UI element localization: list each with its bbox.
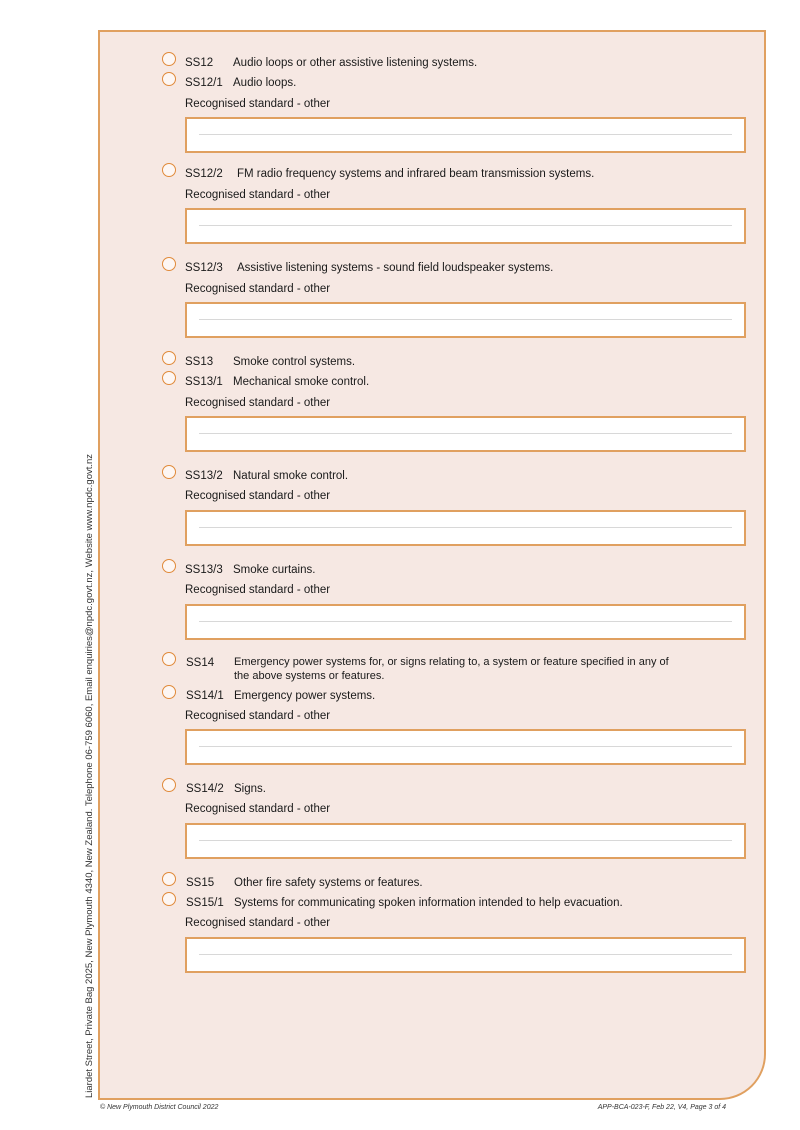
ss12-1-rs-field[interactable] [185,117,746,153]
ss14-1-desc: Emergency power systems. [234,690,376,702]
ss13-3-rs-label: Recognised standard - other [185,584,331,596]
ss13-1-desc: Mechanical smoke control. [233,376,370,388]
ss14-1-rs-label: Recognised standard - other [185,710,331,722]
ss13-1-code: SS13/1 [185,376,223,388]
ss12-1-code: SS12/1 [185,77,223,89]
ss13-3-desc: Smoke curtains. [233,564,316,576]
ss12-2-radio[interactable] [162,163,176,177]
ss14-1-rs-field[interactable] [185,729,746,765]
ss12-radio[interactable] [162,52,176,66]
ss13-1-rs-label: Recognised standard - other [185,397,331,409]
ss12-3-rs-label: Recognised standard - other [185,283,331,295]
ss13-2-radio[interactable] [162,465,176,479]
ss13-3-rs-field[interactable] [185,604,746,640]
ss15-1-desc: Systems for communicating spoken information intended to help evacuation. [234,897,623,909]
ss12-3-desc: Assistive listening systems - sound field loudspeaker systems. [237,262,554,274]
ss14-2-rs-label: Recognised standard - other [185,803,331,815]
ss14-radio[interactable] [162,652,176,666]
ss12-2-rs-label: Recognised standard - other [185,189,331,201]
ss12-code: SS12 [185,57,214,69]
ss12-3-code: SS12/3 [185,262,223,274]
ss13-1-rs-field[interactable] [185,416,746,452]
ss14-desc: Emergency power systems for, or signs relating to, a system or feature specified in any of the above systems or features. [234,656,669,682]
ss13-2-desc: Natural smoke control. [233,470,349,482]
ss15-1-radio[interactable] [162,892,176,906]
ss13-2-code: SS13/2 [185,470,223,482]
ss13-radio[interactable] [162,351,176,365]
ss12-1-radio[interactable] [162,72,176,86]
footer-doc-ref: APP-BCA-023-F, Feb 22, V4, Page 3 of 4 [597,1104,726,1111]
ss12-2-desc: FM radio frequency systems and infrared beam transmission systems. [237,168,595,180]
ss12-desc: Audio loops or other assistive listening systems. [233,57,478,69]
ss14-2-desc: Signs. [234,783,266,795]
contact-details-vertical: Liardet Street, Private Bag 2025, New Plymouth 4340, New Zealand. Telephone 06-759 6060, Email enquiries@npdc.govt.nz, Website www.npdc.govt.nz [84,453,95,1098]
ss14-1-code: SS14/1 [186,690,224,702]
ss14-code: SS14 [186,657,215,669]
ss13-2-rs-field[interactable] [185,510,746,546]
ss13-3-code: SS13/3 [185,564,223,576]
ss13-3-radio[interactable] [162,559,176,573]
ss12-1-rs-label: Recognised standard - other [185,98,331,110]
ss15-radio[interactable] [162,872,176,886]
ss12-3-rs-field[interactable] [185,302,746,338]
ss13-desc: Smoke control systems. [233,356,356,368]
ss12-2-rs-field[interactable] [185,208,746,244]
ss15-1-rs-field[interactable] [185,937,746,973]
ss13-code: SS13 [185,356,214,368]
ss13-1-radio[interactable] [162,371,176,385]
footer-copyright: © New Plymouth District Council 2022 [100,1104,219,1111]
ss14-2-radio[interactable] [162,778,176,792]
ss14-1-radio[interactable] [162,685,176,699]
ss14-2-code: SS14/2 [186,783,224,795]
ss15-code: SS15 [186,877,215,889]
ss15-desc: Other fire safety systems or features. [234,877,423,889]
ss12-3-radio[interactable] [162,257,176,271]
ss12-1-desc: Audio loops. [233,77,297,89]
ss15-1-rs-label: Recognised standard - other [185,917,331,929]
ss13-2-rs-label: Recognised standard - other [185,490,331,502]
ss14-2-rs-field[interactable] [185,823,746,859]
ss15-1-code: SS15/1 [186,897,224,909]
ss12-2-code: SS12/2 [185,168,223,180]
